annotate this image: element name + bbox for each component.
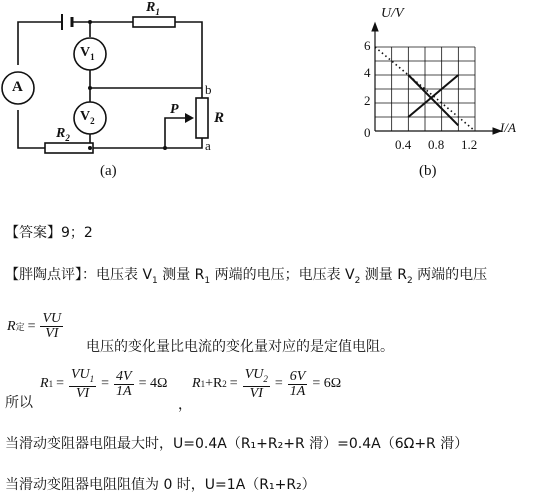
- x-axis-label: I/A: [500, 120, 516, 135]
- y-tick-2: 2: [364, 93, 371, 108]
- x-tick-0.8: 0.8: [428, 137, 445, 152]
- y-tick-6: 6: [364, 38, 371, 53]
- ammeter-label: A: [12, 79, 23, 95]
- figure-b-caption: (b): [419, 163, 437, 179]
- figure-a-caption: (a): [100, 163, 117, 179]
- ui-graph: [355, 0, 525, 160]
- so-label: 所以: [5, 395, 33, 411]
- y-tick-0: 0: [364, 125, 371, 140]
- resistor-r2: [45, 143, 93, 153]
- r2-label: $R_2$: [56, 126, 70, 143]
- formula-definition: R 定 = $\frac{VU}{VI}$: [7, 311, 62, 341]
- v1-label: $V_1$: [80, 45, 95, 62]
- x-tick-0.4: 0.4: [395, 137, 412, 152]
- rheostat: [196, 98, 208, 138]
- terminal-a-label: a: [205, 138, 211, 153]
- commentary-line: 【胖陶点评】：电压表 $V_1$ 测量 $R_1$ 两端的电压；电压表 $V_2$ 测量 $R_2$ 两端的电压: [5, 267, 488, 286]
- max-resistance-line: 当滑动变阻器电阻最大时，U=0.4A（R₁+R₂+R 滑）=0.4A（6Ω+R 滑）: [5, 436, 469, 452]
- v2-label: $V_2$: [80, 109, 95, 126]
- rheostat-label: R: [214, 110, 225, 126]
- answer-value: 9；2: [61, 225, 93, 241]
- r1-label: $R_1$: [146, 0, 160, 17]
- terminal-b-label: b: [205, 82, 212, 97]
- x-tick-1.2: 1.2: [461, 137, 478, 152]
- formula-r1-r2: R 1 +R 2 = $\frac{VU_2}{VI}$ = $\frac{6V}{1A}$ = 6Ω: [192, 367, 342, 401]
- y-tick-4: 4: [364, 65, 371, 80]
- commentary-label: 【胖陶点评】: [5, 267, 82, 283]
- formula-r1: R 1 = $\frac{VU_1}{VI}$ = $\frac{4V}{1A}$ = 4Ω: [40, 367, 168, 401]
- answer-line: [5, 222, 93, 242]
- answer-label: 【答案】: [5, 225, 61, 241]
- separator-comma: ，: [178, 397, 192, 413]
- circuit-diagram: [0, 0, 240, 185]
- formula-definition-note: 电压的变化量比电流的变化量对应的是定值电阻。: [86, 339, 394, 355]
- y-axis-arrow: [372, 23, 378, 31]
- zero-resistance-line: 当滑动变阻器电阻阻值为 0 时，U=1A（R₁+R₂）: [5, 477, 316, 493]
- resistor-r1: [133, 17, 175, 27]
- slider-label: P: [170, 102, 179, 117]
- y-axis-label: U/V: [381, 6, 404, 21]
